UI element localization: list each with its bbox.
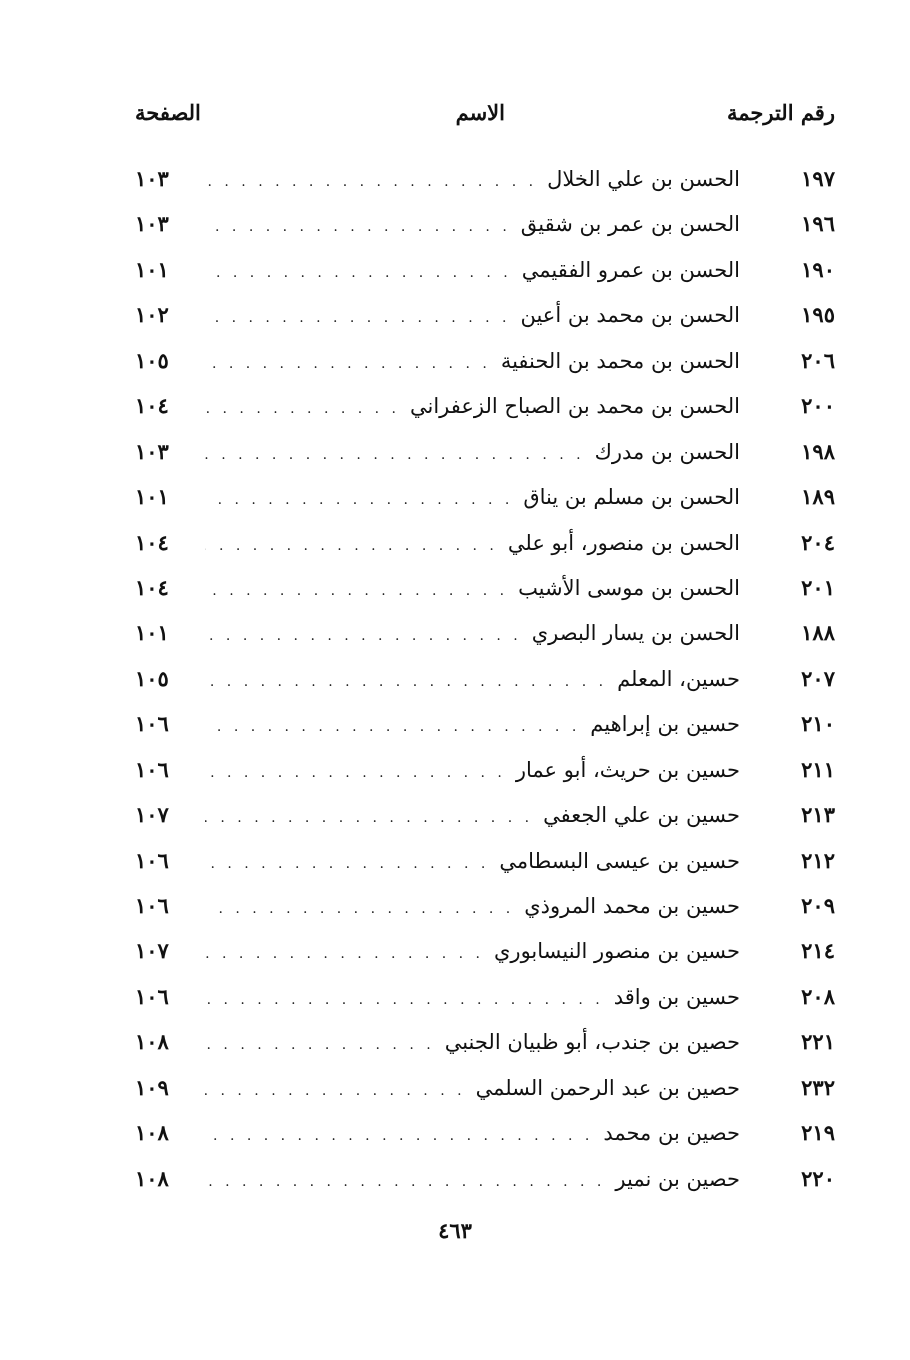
entry-page: ١٠٦	[135, 847, 169, 873]
entry-page: ١٠٧	[135, 802, 169, 828]
entry-page: ١٠٦	[135, 983, 169, 1009]
entry-name: حسين بن واقد	[613, 984, 740, 1009]
entry-number: ٢٠٩	[801, 893, 835, 918]
dot-leader	[205, 985, 604, 1015]
entry-number: ٢١١	[801, 756, 835, 782]
entry-page: ١٠٦	[135, 893, 169, 918]
header-number-label: رقم الترجمة	[726, 100, 835, 125]
entry-page: ١٠٤	[135, 393, 169, 419]
entry-page: ١٠٧	[135, 938, 169, 964]
index-entry	[135, 614, 835, 659]
entry-number: ١٩٥	[801, 302, 835, 328]
entry-number: ٢٢٠	[801, 1165, 835, 1191]
index-entry	[135, 205, 835, 250]
index-entry	[135, 796, 835, 841]
entry-name: حسين بن منصور النيسابوري	[494, 939, 740, 964]
entry-name-with-leader	[205, 618, 740, 651]
dot-leader	[205, 621, 522, 651]
entry-name: الحسن بن عمرو الفقيمي	[521, 257, 740, 282]
entry-name-with-leader	[205, 437, 740, 470]
entry-name-with-leader	[205, 1027, 740, 1060]
entry-name: الحسن بن منصور، أبو علي	[507, 530, 740, 555]
entry-page: ١٠٩	[135, 1074, 169, 1100]
dot-leader	[205, 576, 508, 606]
index-entry	[135, 160, 835, 205]
index-entry	[135, 1114, 835, 1159]
dot-leader	[205, 212, 511, 242]
dot-leader	[205, 1076, 466, 1106]
entry-name: الحسن بن موسى الأشيب	[518, 575, 740, 600]
entry-number: ١٨٩	[801, 484, 835, 510]
entry-name-with-leader	[205, 1164, 740, 1197]
dot-leader	[205, 258, 512, 288]
index-entry	[135, 751, 835, 796]
entry-number: ١٨٨	[801, 620, 835, 646]
index-entry	[135, 569, 835, 614]
entry-page: ١٠٣	[135, 438, 169, 464]
entry-name-with-leader	[205, 528, 740, 561]
index-entry	[135, 342, 835, 387]
entry-name: الحسن بن علي الخلال	[547, 167, 740, 191]
dot-leader	[205, 849, 489, 879]
dot-leader	[205, 440, 585, 470]
entry-name: حسين بن محمد المروذي	[524, 894, 740, 918]
entry-name: حصين بن محمد	[603, 1121, 740, 1146]
entry-name-with-leader	[205, 1118, 740, 1151]
index-entry	[135, 524, 835, 569]
entry-number: ١٩٨	[801, 438, 835, 464]
dot-leader	[205, 531, 498, 561]
index-entries	[135, 160, 835, 1205]
dot-leader	[205, 167, 537, 197]
index-entry	[135, 478, 835, 523]
entry-name-with-leader	[205, 209, 740, 242]
index-entry	[135, 887, 835, 932]
entry-number: ٢١٣	[801, 802, 835, 828]
entry-name-with-leader	[205, 482, 740, 515]
entry-number: ٢٣٢	[801, 1074, 835, 1100]
entry-name-with-leader	[205, 709, 740, 742]
entry-number: ٢٠٤	[801, 529, 835, 555]
entry-page: ١٠٣	[135, 211, 169, 237]
dot-leader	[205, 894, 514, 924]
entry-page: ١٠٨	[135, 1120, 169, 1146]
entry-name-with-leader	[205, 164, 740, 197]
dot-leader	[205, 485, 513, 515]
entry-page: ١٠٤	[135, 529, 169, 555]
index-entry	[135, 251, 835, 296]
dot-leader	[205, 349, 491, 379]
page-number: ٤٦٣	[438, 1218, 472, 1243]
entry-name: الحسن بن مدرك	[594, 439, 740, 464]
entry-name-with-leader	[205, 1073, 740, 1106]
entry-number: ٢١٢	[801, 847, 835, 873]
entry-page: ١٠٥	[135, 347, 169, 373]
entry-number: ٢٠٠	[801, 393, 835, 419]
index-entry	[135, 433, 835, 478]
dot-leader	[205, 1121, 593, 1151]
entry-name: حسين بن علي الجعفي	[543, 803, 740, 828]
entry-name: الحسن بن محمد بن الصباح الزعفراني	[410, 394, 740, 419]
dot-leader	[205, 712, 580, 742]
entry-number: ٢٠٨	[801, 983, 835, 1009]
entry-name-with-leader	[205, 664, 740, 697]
index-entry	[135, 1023, 835, 1068]
entry-page: ١٠٢	[135, 302, 169, 328]
index-header	[135, 100, 835, 140]
entry-number: ١٩٧	[801, 166, 835, 191]
entry-number: ٢٠٦	[801, 347, 835, 373]
entry-name: الحسن بن مسلم بن يناق	[523, 485, 740, 510]
entry-page: ١٠١	[135, 256, 169, 282]
header-name-label: الاسم	[455, 100, 505, 125]
entry-number: ٢٢١	[801, 1029, 835, 1055]
entry-name-with-leader	[205, 936, 740, 969]
entry-page: ١٠٣	[135, 166, 169, 191]
entry-name: الحسن بن عمر بن شقيق	[520, 212, 740, 237]
index-entry	[135, 1160, 835, 1205]
entry-number: ٢٠١	[801, 574, 835, 600]
dot-leader	[205, 667, 607, 697]
index-entry	[135, 660, 835, 705]
index-entry	[135, 932, 835, 977]
entry-name-with-leader	[205, 391, 740, 424]
entry-page: ١٠٨	[135, 1165, 169, 1191]
entry-name: حسين، المعلم	[617, 666, 740, 691]
entry-page: ١٠٥	[135, 665, 169, 691]
index-entry	[135, 1069, 835, 1114]
entry-name-with-leader	[205, 891, 740, 924]
entry-page: ١٠٨	[135, 1029, 169, 1055]
dot-leader	[205, 1030, 435, 1060]
index-entry	[135, 387, 835, 432]
entry-name: حسين بن إبراهيم	[590, 712, 740, 737]
entry-name: حصين بن عبد الرحمن السلمي	[475, 1075, 740, 1100]
dot-leader	[205, 1167, 605, 1197]
entry-name-with-leader	[205, 800, 740, 833]
index-entry	[135, 842, 835, 887]
entry-name: حصين بن نمير	[615, 1166, 740, 1191]
entry-name-with-leader	[205, 255, 740, 288]
entry-name-with-leader	[205, 573, 740, 606]
entry-name-with-leader	[205, 346, 740, 379]
index-entry	[135, 296, 835, 341]
entry-name: حصين بن جندب، أبو ظبيان الجنبي	[444, 1030, 740, 1055]
dot-leader	[205, 303, 510, 333]
entry-page: ١٠٦	[135, 711, 169, 737]
entry-page: ١٠١	[135, 620, 169, 646]
index-entry	[135, 705, 835, 750]
entry-name: الحسن بن محمد بن أعين	[520, 303, 740, 328]
entry-number: ١٩٦	[801, 211, 835, 237]
entry-name: حسين بن حريث، أبو عمار	[515, 757, 740, 782]
entry-page: ١٠٦	[135, 756, 169, 782]
entry-number: ٢١٤	[801, 938, 835, 964]
entry-name-with-leader	[205, 982, 740, 1015]
entry-name: حسين بن عيسى البسطامي	[499, 848, 740, 873]
entry-name-with-leader	[205, 755, 740, 788]
entry-page: ١٠١	[135, 484, 169, 510]
entry-number: ٢١٠	[801, 711, 835, 737]
dot-leader	[205, 394, 400, 424]
entry-number: ١٩٠	[801, 256, 835, 282]
index-entry	[135, 978, 835, 1023]
header-page-label: الصفحة	[135, 100, 201, 125]
entry-name: الحسن بن يسار البصري	[531, 621, 740, 646]
entry-number: ٢٠٧	[801, 665, 835, 691]
entry-name-with-leader	[205, 300, 740, 333]
entry-name: الحسن بن محمد بن الحنفية	[500, 348, 740, 373]
dot-leader	[205, 803, 533, 833]
dot-leader	[205, 758, 506, 788]
entry-page: ١٠٤	[135, 574, 169, 600]
entry-number: ٢١٩	[801, 1120, 835, 1146]
dot-leader	[205, 939, 484, 969]
entry-name-with-leader	[205, 846, 740, 879]
